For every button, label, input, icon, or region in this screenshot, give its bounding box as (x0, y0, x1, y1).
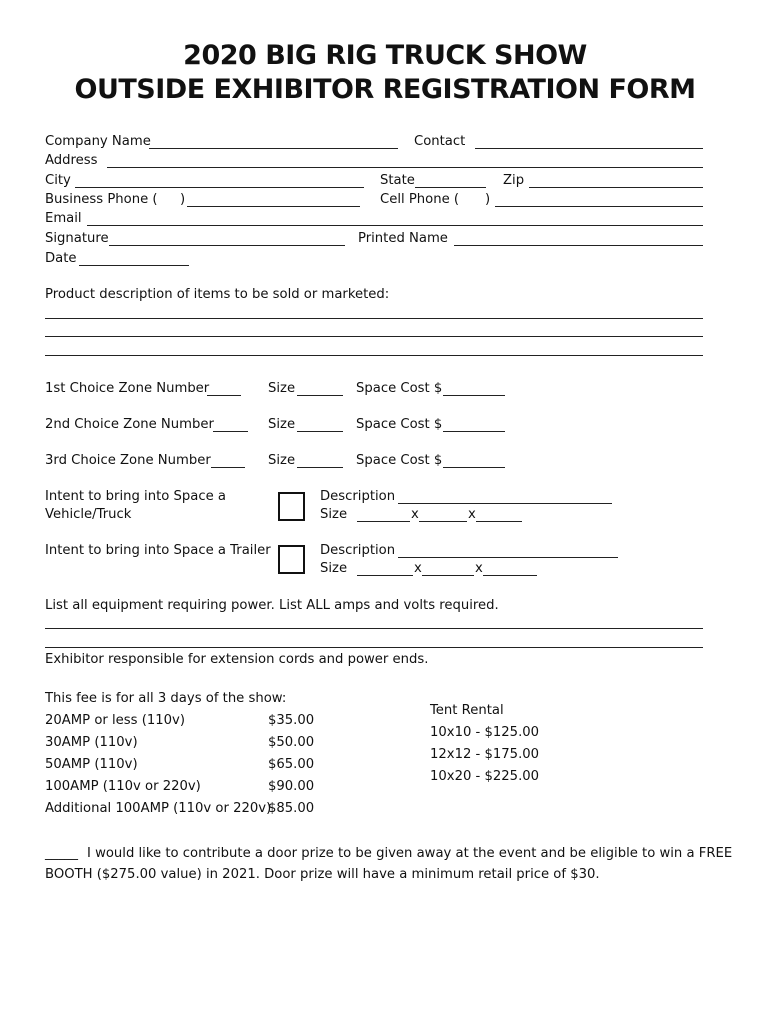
email-label: Email (45, 211, 82, 226)
zone-3-label: 3rd Choice Zone Number (45, 453, 211, 468)
product-description-line[interactable] (45, 336, 703, 337)
trailer-description-row (320, 542, 630, 560)
intent-trailer-label: Intent to bring into Space a Trailer (45, 543, 271, 558)
door-prize-line2: BOOTH ($275.00 value) in 2021. Door prize will have a minimum retail price of $30. (45, 867, 600, 882)
date-label: Date (45, 251, 77, 266)
vehicle-size-height-field[interactable] (476, 521, 522, 522)
cell-phone-label: Cell Phone ( (380, 192, 460, 207)
trailer-checkbox[interactable] (278, 545, 305, 574)
zone-1-number-field[interactable] (207, 395, 241, 396)
vehicle-size-label: Size (320, 507, 348, 522)
signature-field[interactable] (109, 245, 345, 246)
zone-1-cost-label: Space Cost $ (356, 381, 443, 396)
zone-1-size-label: Size (268, 381, 296, 396)
zone-row-2 (45, 416, 703, 434)
product-description-line[interactable] (45, 355, 703, 356)
product-description-line[interactable] (45, 318, 703, 319)
zone-2-label: 2nd Choice Zone Number (45, 417, 214, 432)
zone-row-1 (45, 380, 703, 398)
state-label: State (380, 173, 415, 188)
cell-phone-paren: ) (485, 192, 491, 207)
intent-vehicle-label-line1: Intent to bring into Space a (45, 489, 226, 504)
row-signature (45, 230, 703, 248)
zone-1-cost-field[interactable] (443, 395, 505, 396)
tent-rental-item: 10x20 - $225.00 (430, 769, 540, 784)
vehicle-description-row (320, 488, 620, 506)
printed-name-label: Printed Name (358, 231, 448, 246)
zip-field[interactable] (529, 187, 703, 188)
power-requirements-line[interactable] (45, 628, 703, 629)
company-name-field[interactable] (149, 148, 398, 149)
business-phone-paren: ) (180, 192, 186, 207)
fee-item-price: $65.00 (268, 757, 315, 772)
business-phone-field[interactable] (187, 206, 360, 207)
address-label: Address (45, 153, 98, 168)
power-requirements-line[interactable] (45, 647, 703, 648)
state-field[interactable] (415, 187, 486, 188)
signature-label: Signature (45, 231, 109, 246)
zone-2-number-field[interactable] (213, 431, 248, 432)
row-address (45, 152, 703, 170)
cell-phone-field[interactable] (495, 206, 703, 207)
row-email (45, 210, 703, 228)
door-prize-line1: I would like to contribute a door prize to be given away at the event and be eligible to win a FREE (87, 846, 733, 861)
product-description-label: Product description of items to be sold or marketed: (45, 287, 390, 302)
contact-field[interactable] (475, 148, 703, 149)
vehicle-size-row (320, 506, 620, 524)
trailer-size-label: Size (320, 561, 348, 576)
fee-item-name: 50AMP (110v) (45, 757, 138, 772)
fee-item-name: 100AMP (110v or 220v) (45, 779, 201, 794)
power-requirements-label: List all equipment requiring power. List ALL amps and volts required. (45, 598, 499, 613)
contact-label: Contact (414, 134, 466, 149)
fee-item-name: Additional 100AMP (110v or 220v) (45, 801, 272, 816)
trailer-size-width-field[interactable] (422, 575, 474, 576)
row-company-contact (45, 133, 703, 151)
zone-1-label: 1st Choice Zone Number (45, 381, 210, 396)
fee-item-name: 20AMP or less (110v) (45, 713, 185, 728)
zone-row-3 (45, 452, 703, 470)
zone-2-cost-field[interactable] (443, 431, 505, 432)
trailer-size-x1: x (414, 561, 422, 576)
tent-rental-item: 12x12 - $175.00 (430, 747, 540, 762)
fee-item-price: $35.00 (268, 713, 315, 728)
trailer-description-label: Description (320, 543, 396, 558)
zone-2-cost-label: Space Cost $ (356, 417, 443, 432)
fee-intro: This fee is for all 3 days of the show: (45, 691, 287, 706)
form-title-line1: 2020 BIG RIG TRUCK SHOW (183, 40, 587, 71)
vehicle-size-width-field[interactable] (419, 521, 467, 522)
zone-2-size-label: Size (268, 417, 296, 432)
zone-2-size-field[interactable] (297, 431, 343, 432)
trailer-size-x2: x (475, 561, 483, 576)
zone-3-number-field[interactable] (211, 467, 245, 468)
zone-3-size-field[interactable] (297, 467, 343, 468)
fee-item-price: $90.00 (268, 779, 315, 794)
vehicle-description-label: Description (320, 489, 396, 504)
trailer-size-height-field[interactable] (483, 575, 537, 576)
row-date (45, 250, 703, 268)
date-field[interactable] (79, 265, 189, 266)
company-name-label: Company Name (45, 134, 151, 149)
extension-cords-note: Exhibitor responsible for extension cords and power ends. (45, 652, 429, 667)
business-phone-label: Business Phone ( (45, 192, 158, 207)
trailer-size-row (320, 560, 630, 578)
vehicle-description-field[interactable] (398, 503, 612, 504)
trailer-size-length-field[interactable] (357, 575, 413, 576)
vehicle-size-length-field[interactable] (357, 521, 410, 522)
row-city-state-zip (45, 172, 703, 190)
address-field[interactable] (107, 167, 703, 168)
intent-vehicle-label-line2: Vehicle/Truck (45, 507, 132, 522)
fee-item-name: 30AMP (110v) (45, 735, 138, 750)
vehicle-checkbox[interactable] (278, 492, 305, 521)
fee-item-price: $50.00 (268, 735, 315, 750)
tent-rental-item: 10x10 - $125.00 (430, 725, 540, 740)
form-title-line2: OUTSIDE EXHIBITOR REGISTRATION FORM (74, 74, 696, 105)
zone-3-cost-field[interactable] (443, 467, 505, 468)
trailer-description-field[interactable] (398, 557, 618, 558)
zone-3-size-label: Size (268, 453, 296, 468)
tent-rental-title: Tent Rental (430, 703, 504, 718)
vehicle-size-x2: x (468, 507, 476, 522)
city-field[interactable] (75, 187, 364, 188)
zone-1-size-field[interactable] (297, 395, 343, 396)
city-label: City (45, 173, 71, 188)
vehicle-size-x1: x (411, 507, 419, 522)
door-prize-blank[interactable]: _____ (45, 846, 78, 861)
zone-3-cost-label: Space Cost $ (356, 453, 443, 468)
printed-name-field[interactable] (454, 245, 703, 246)
row-phones (45, 191, 703, 209)
fee-item-price: $85.00 (268, 801, 315, 816)
zip-label: Zip (503, 173, 525, 188)
email-field[interactable] (87, 225, 703, 226)
